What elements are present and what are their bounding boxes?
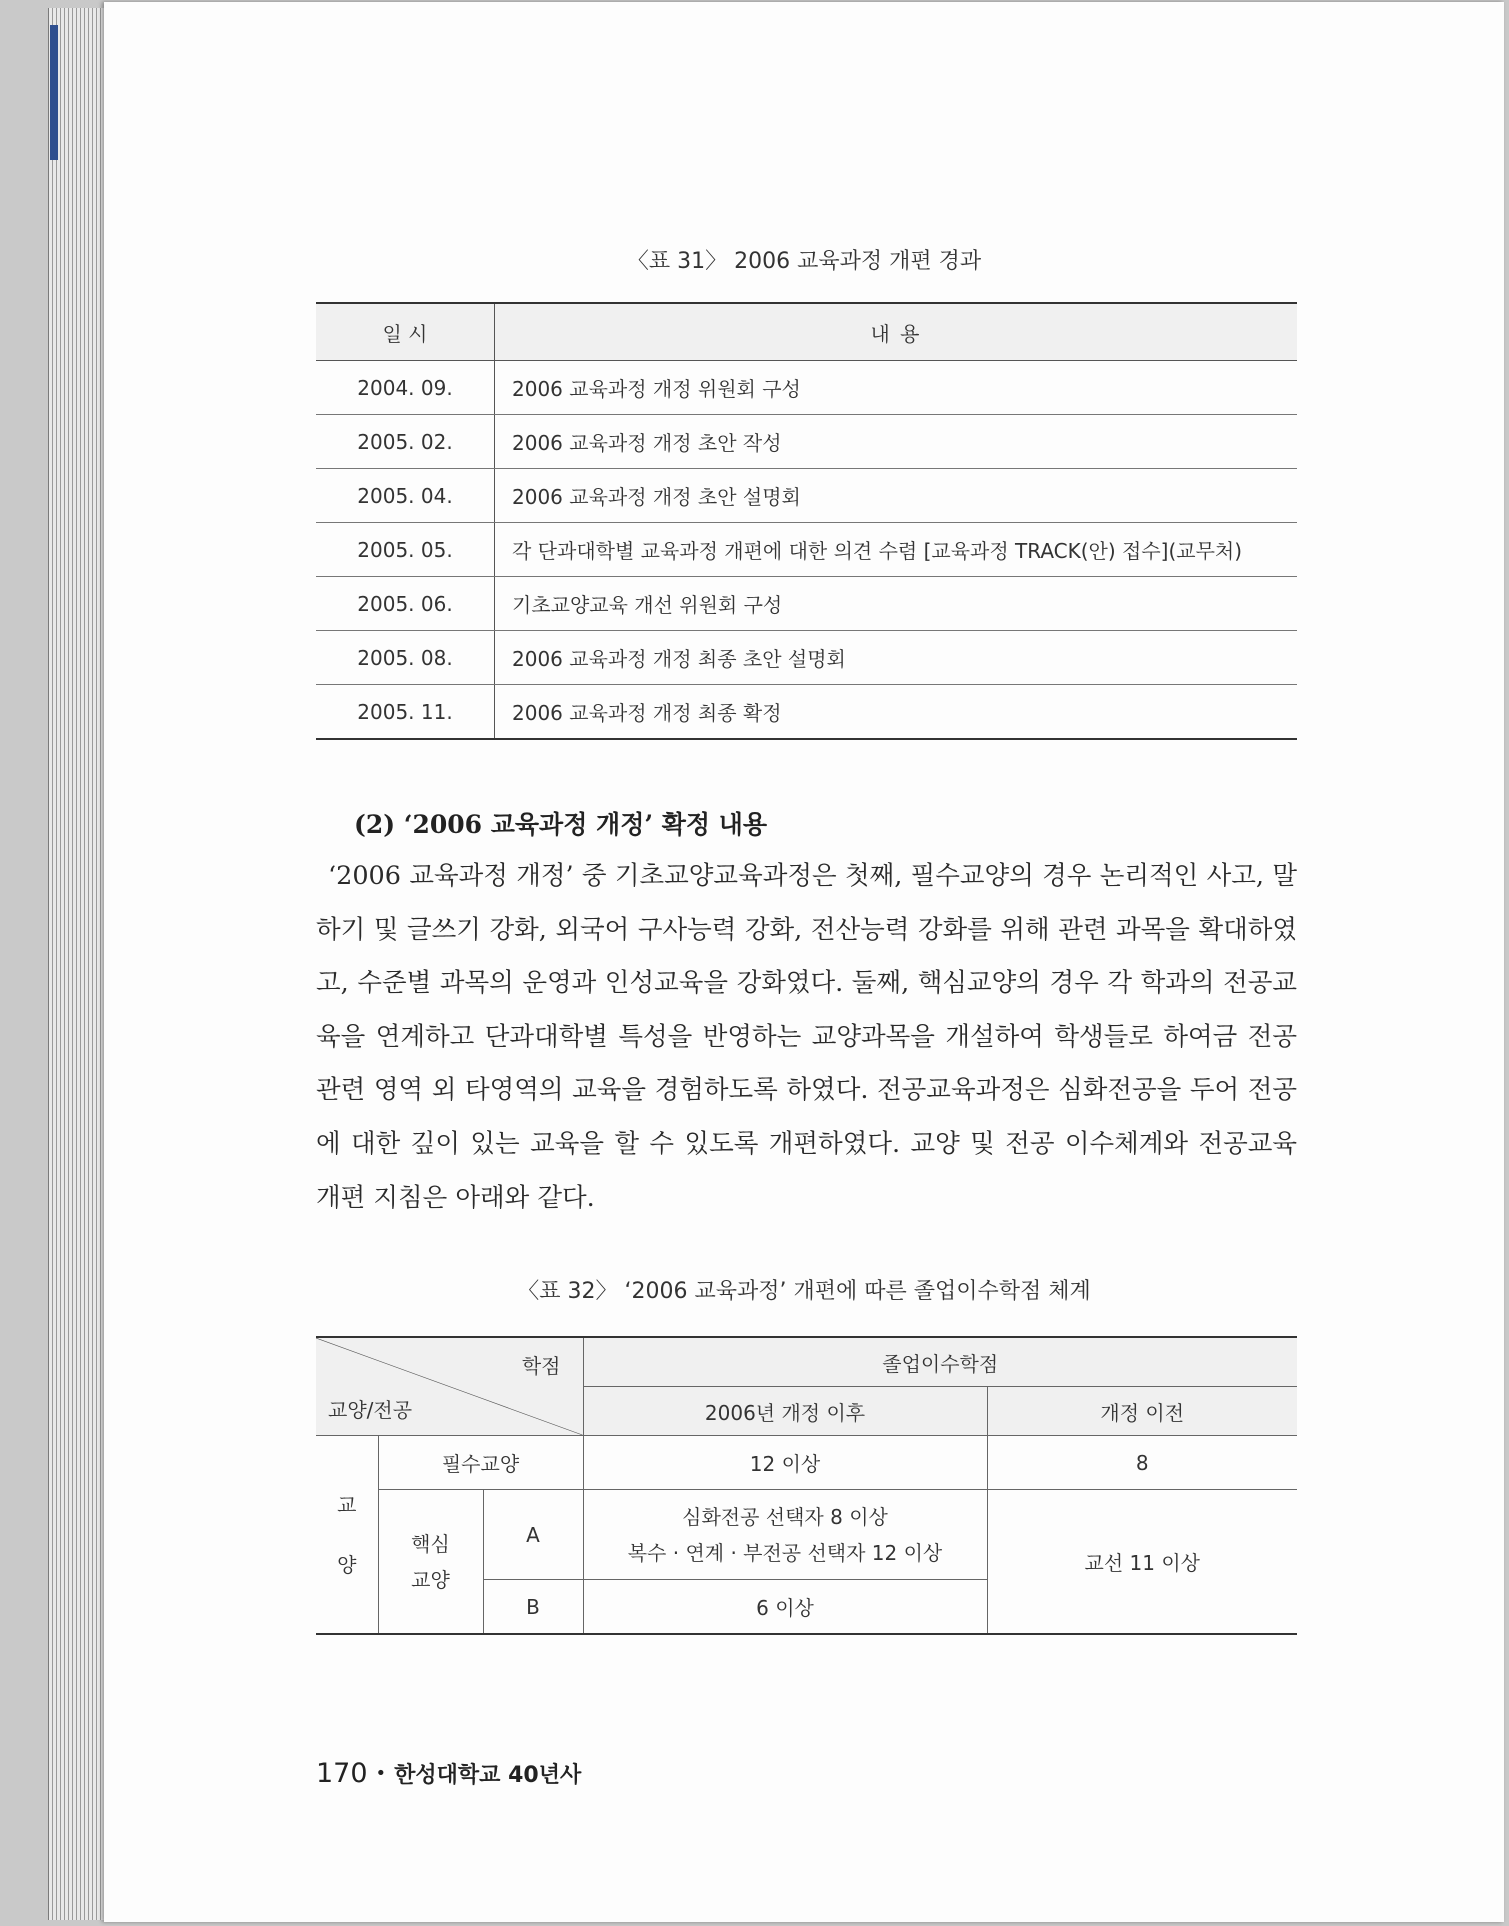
table31-content-cell: 기초교양교육 개선 위원회 구성 xyxy=(495,577,1298,631)
book-cover-edge xyxy=(50,25,58,160)
table-row xyxy=(316,685,1297,740)
table-row xyxy=(316,577,1297,631)
table32-core-label xyxy=(378,1490,483,1635)
table31 xyxy=(316,302,1297,740)
group-label-2: 양 xyxy=(337,1552,357,1577)
table32-header-row-1 xyxy=(316,1337,1297,1387)
footer-bullet: • xyxy=(375,1763,387,1784)
table32-diagonal-header xyxy=(316,1337,583,1436)
table31-content-cell: 2006 교육과정 개정 최종 확정 xyxy=(495,685,1298,740)
diagonal-bottom-label: 교양/전공 xyxy=(328,1398,413,1422)
table31-date-cell: 2005. 08. xyxy=(316,631,495,685)
table-row xyxy=(316,415,1297,469)
table31-content-cell: 각 단과대학별 교육과정 개편에 대한 의견 수렴 [교육과정 TRACK(안) 접수](교무처) xyxy=(495,523,1298,577)
page-footer xyxy=(316,1758,581,1789)
table32-sub-a: A xyxy=(483,1490,583,1580)
book-title: 한성대학교 40년사 xyxy=(394,1763,582,1788)
table32-group-cell xyxy=(316,1436,378,1635)
table32-caption: 〈표 32〉 ‘2006 교육과정’ 개편에 따른 졸업이수학점 체계 xyxy=(517,1279,1091,1304)
table-row xyxy=(316,631,1297,685)
table31-content-cell: 2006 교육과정 개정 최종 초안 설명회 xyxy=(495,631,1298,685)
table31-date-cell: 2005. 06. xyxy=(316,577,495,631)
table32-required-after: 12 이상 xyxy=(583,1436,987,1490)
table32-after-header: 2006년 개정 이후 xyxy=(583,1387,987,1436)
table31-date-cell: 2005. 11. xyxy=(316,685,495,740)
table-row xyxy=(316,523,1297,577)
table32-required-before: 8 xyxy=(987,1436,1297,1490)
table31-header-content: 내 용 xyxy=(495,303,1298,361)
page-number: 170 xyxy=(316,1758,368,1789)
table32 xyxy=(316,1336,1297,1635)
table32-b-after: 6 이상 xyxy=(583,1580,987,1635)
a-line-2: 복수 · 연계 · 부전공 선택자 12 이상 xyxy=(627,1540,943,1565)
section-heading: (2) ‘2006 교육과정 개정’ 확정 내용 xyxy=(354,810,768,839)
table31-date-cell: 2005. 05. xyxy=(316,523,495,577)
table31-caption: 〈표 31〉 2006 교육과정 개편 경과 xyxy=(626,249,982,274)
book-page-stack xyxy=(48,8,109,1920)
group-label-1: 교 xyxy=(337,1492,357,1517)
table32-grad-header: 졸업이수학점 xyxy=(583,1337,1297,1387)
table-row xyxy=(316,1490,1297,1580)
table-row xyxy=(316,361,1297,415)
a-line-1: 심화전공 선택자 8 이상 xyxy=(682,1504,888,1529)
table31-date-cell: 2004. 09. xyxy=(316,361,495,415)
table31-date-cell: 2005. 04. xyxy=(316,469,495,523)
table32-a-after xyxy=(583,1490,987,1580)
table32-before-header: 개정 이전 xyxy=(987,1387,1297,1436)
table32-sub-b: B xyxy=(483,1580,583,1635)
table31-content-cell: 2006 교육과정 개정 초안 작성 xyxy=(495,415,1298,469)
table-row xyxy=(316,1436,1297,1490)
table31-header-row xyxy=(316,303,1297,361)
diagonal-top-label: 학점 xyxy=(521,1354,561,1378)
body-paragraph: ‘2006 교육과정 개정’ 중 기초교양교육과정은 첫째, 필수교양의 경우 논리적인 사고, 말하기 및 글쓰기 강화, 외국어 구사능력 강화, 전산능력 강화를 위해 관련 과목을 확대하였고, 수준별 과목의 운영과 인성교육을 강화였다. 둘째, 핵심교양의 경우 각 학과의 전공교육을 연계하고 단과대학별 특성을 반영하는 교양과목을 개설하여 학생들로 하여금 전공 관련 영역 외 타영역의 교육을 경험하도록 하였다. 전공교육과정은 심화전공을 두어 전공에 대한 깊이 있는 교육을 할 수 있도록 개편하였다. 교양 및 전공 이수체계와 전공교육 개편 지침은 아래와 같다. xyxy=(316,861,1297,1213)
table32-core-before: 교선 11 이상 xyxy=(987,1490,1297,1635)
book-page xyxy=(104,2,1504,1922)
core-label-1: 핵심 xyxy=(411,1531,450,1556)
table32-required-label: 필수교양 xyxy=(378,1436,583,1490)
table31-header-date: 일 시 xyxy=(316,303,495,361)
table31-date-cell: 2005. 02. xyxy=(316,415,495,469)
core-label-2: 교양 xyxy=(411,1567,450,1592)
table31-content-cell: 2006 교육과정 개정 위원회 구성 xyxy=(495,361,1298,415)
table31-content-cell: 2006 교육과정 개정 초안 설명회 xyxy=(495,469,1298,523)
table-row xyxy=(316,469,1297,523)
